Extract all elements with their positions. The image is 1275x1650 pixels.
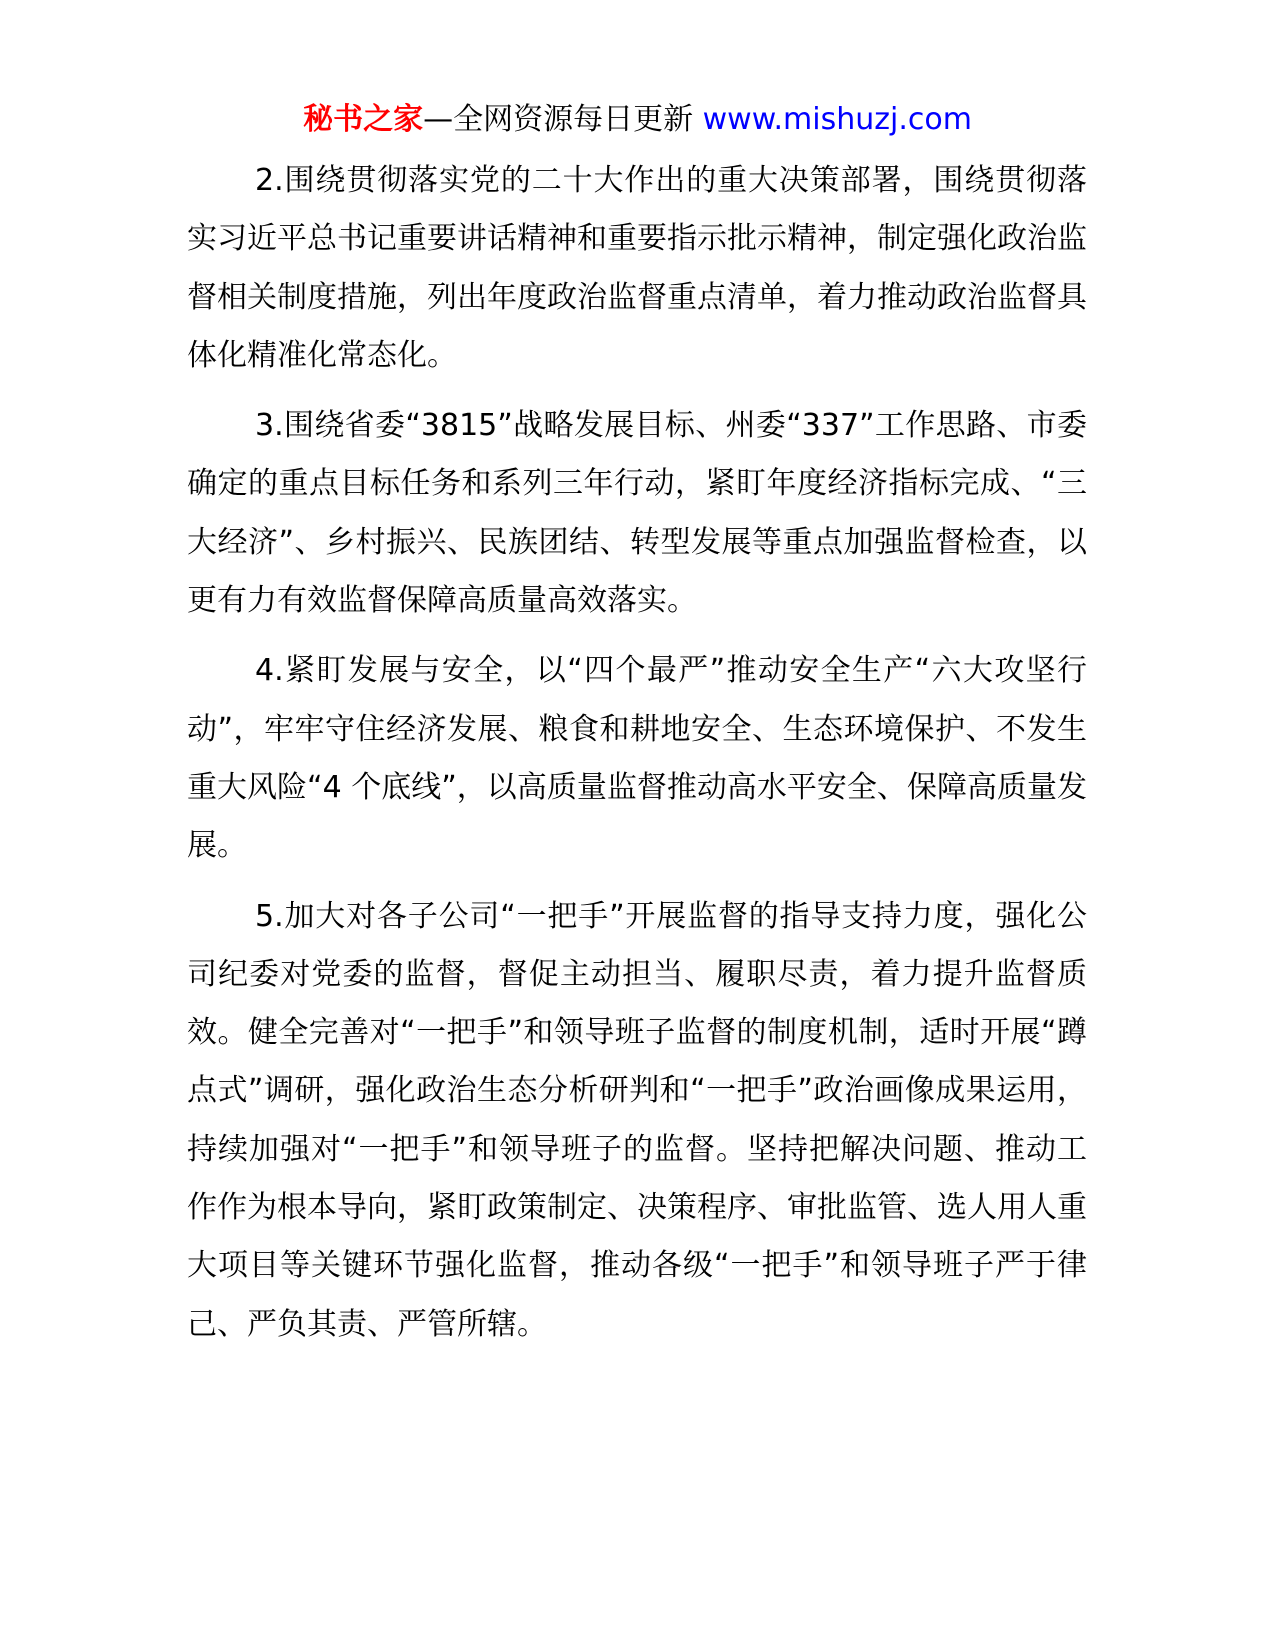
paragraph-4: 4.紧盯发展与安全，以“四个最严”推动安全生产“六大攻坚行动”，牢牢守住经济发展、粮食和耕地安全、生态环境保护、不发生重大风险“4 个底线”，以高质量监督推动高水平安全、保障高质量发展。 <box>187 653 1087 864</box>
page-header <box>0 98 1275 142</box>
header-tagline: —全网资源每日更新 <box>423 102 703 137</box>
paragraph-2: 2.围绕贯彻落实党的二十大作出的重大决策部署，围绕贯彻落实习近平总书记重要讲话精神和重要指示批示精神，制定强化政治监督相关制度措施，列出年度政治监督重点清单，着力推动政治监督具体化精准化常态化。 <box>187 163 1087 373</box>
paragraph-5: 5.加大对各子公司“一把手”开展监督的指导支持力度，强化公司纪委对党委的监督，督促主动担当、履职尽责，着力提升监督质效。健全完善对“一把手”和领导班子监督的制度机制，适时开展“蹲点式”调研，强化政治生态分析研判和“一把手”政治画像成果运用，持续加强对“一把手”和领导班子的监督。坚持把解决问题、推动工作作为根本导向，紧盯政策制定、决策程序、审批监管、选人用人重大项目等关键环节强化监督，推动各级“一把手”和领导班子严于律己、严负其责、严管所辖。 <box>187 898 1087 1342</box>
document-body <box>187 152 1087 1366</box>
paragraph-3: 3.围绕省委“3815”战略发展目标、州委“337”工作思路、市委确定的重点目标任务和系列三年行动，紧盯年度经济指标完成、“三大经济”、乡村振兴、民族团结、转型发展等重点加强监督检查，以更有力有效监督保障高质量高效落实。 <box>187 408 1087 619</box>
brand-name: 秘书之家 <box>303 102 424 137</box>
website-link[interactable]: www.mishuzj.com <box>702 102 972 137</box>
